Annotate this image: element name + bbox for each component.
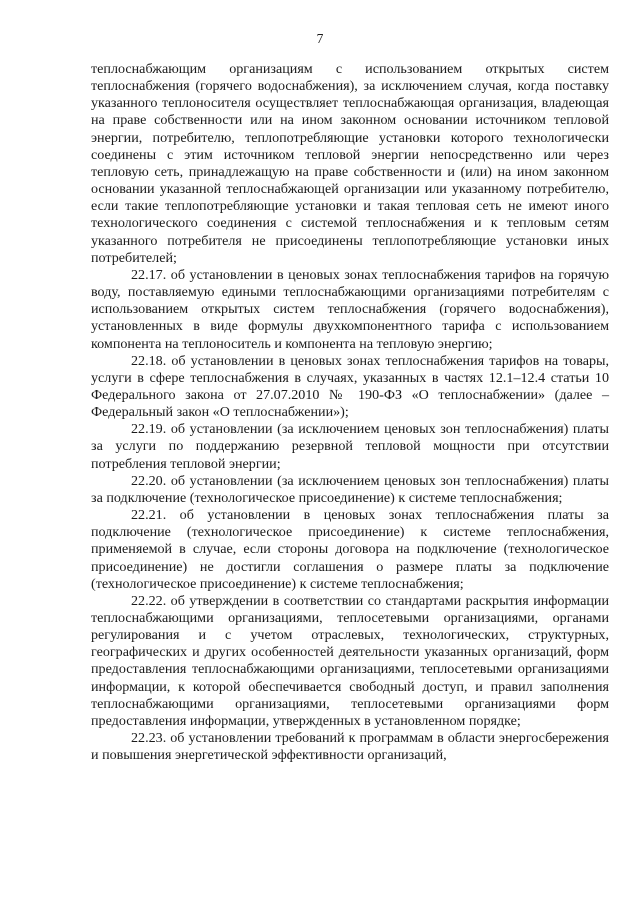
paragraph-22-17: 22.17. об установлении в ценовых зонах теплоснабжения тарифов на горячую воду, поставляемую едиными теплоснабжающими организациями потребителям с использованием открытых систем теплоснабжения (горячего водоснабжения), установленных в виде формулы двухкомпонентного тарифа с использованием компонента на теплоноситель и компонента на тепловую энергию; — [91, 266, 609, 352]
page-number: 7 — [316, 31, 324, 46]
paragraph-22-20: 22.20. об установлении (за исключением ценовых зон теплоснабжения) платы за подключение (технологическое присоединение) к системе теплоснабжения; — [91, 472, 609, 506]
paragraph-22-23: 22.23. об установлении требований к программам в области энергосбережения и повышения энергетической эффективности организаций, — [91, 730, 609, 764]
document-body — [91, 61, 609, 764]
paragraph-22-22: 22.22. об утверждении в соответствии со стандартами раскрытия информации теплоснабжающими организациями, теплосетевыми организациями, органами регулирования и с учетом отраслевых, технологических, структурных, географических и других особенностей деятельности указанных организаций, форм предоставления теплоснабжающими организациями, теплосетевыми организациями информации, к которой обеспечивается свободный доступ, и правил заполнения теплоснабжающими организациями, теплосетевыми организациями форм предоставления информации, утвержденных в установленном порядке; — [91, 592, 609, 729]
paragraph-22-19: 22.19. об установлении (за исключением ценовых зон теплоснабжения) платы за услуги по поддержанию резервной тепловой мощности при отсутствии потребления тепловой энергии; — [91, 421, 609, 472]
paragraph-22-18: 22.18. об установлении в ценовых зонах теплоснабжения тарифов на товары, услуги в сфере теплоснабжения в случаях, указанных в частях 12.1–12.4 статьи 10 Федерального закона от 27.07.2010 № 190-ФЗ «О теплоснабжении» (далее – Федеральный закон «О теплоснабжении»); — [91, 352, 609, 421]
paragraph-continuation: теплоснабжающим организациям с использованием открытых систем теплоснабжения (горячего водоснабжения), за исключением случая, когда поставку указанного теплоносителя осуществляет теплоснабжающая организация, владеющая на праве собственности или на ином законном основании источником тепловой энергии, потребителю, теплопотребляющие установки которого технологически соединены с этим источником тепловой энергии непосредственно или через тепловую сеть, принадлежащую на праве собственности и (или) на ином законном основании указанной теплоснабжающей организации или указанному потребителю, если такие теплопотребляющие установки и такая тепловая сеть не имеют иного технологического соединения с системой теплоснабжения и к тепловым сетям указанного потребителя не присоединены теплопотребляющие установки иных потребителей; — [91, 61, 609, 266]
paragraph-22-21: 22.21. об установлении в ценовых зонах теплоснабжения платы за подключение (технологическое присоединение) к системе теплоснабжения, применяемой в случае, если стороны договора на подключение (технологическое присоединение) не достигли соглашения о размере платы за подключение (технологическое присоединение) к системе теплоснабжения; — [91, 507, 609, 592]
